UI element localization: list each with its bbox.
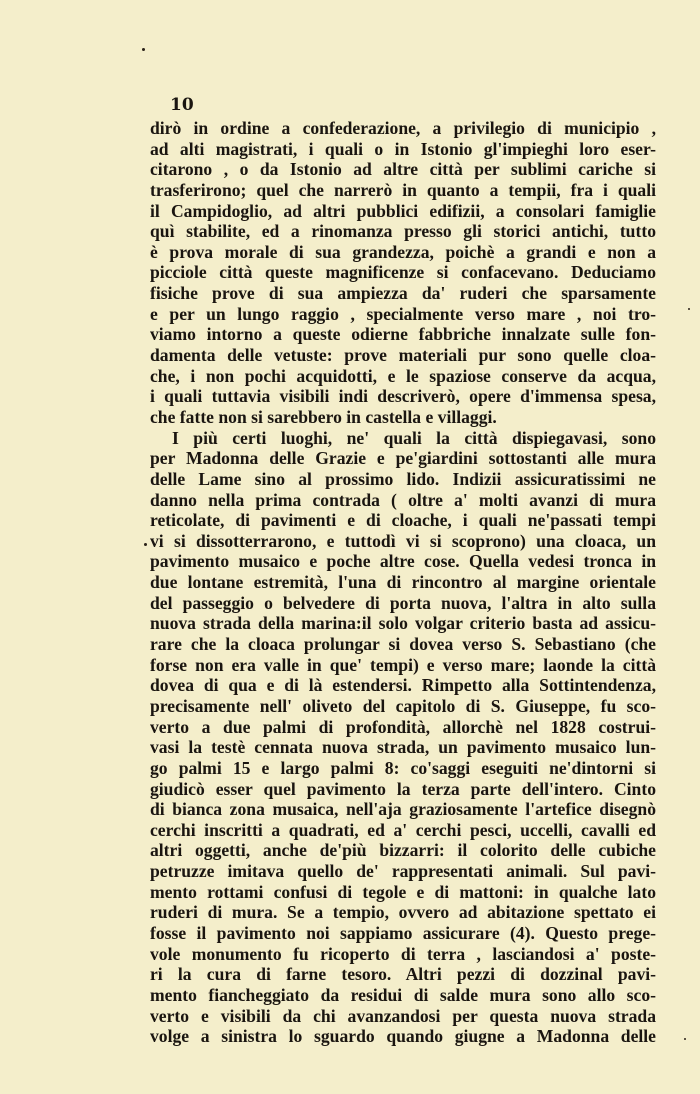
ink-speck bbox=[144, 543, 147, 546]
text-line: ri la cura di farne tesoro. Altri pezzi di dozzinal pavi- bbox=[150, 964, 656, 985]
text-line: mento fiancheggiato da residui di salde mura sono allo sco- bbox=[150, 984, 656, 1005]
text-line: cerchi inscritti a quadrati, ed a' cerchi pesci, uccelli, cavalli ed bbox=[150, 819, 656, 840]
text-line: per Madonna delle Grazie e pe'giardini sottostanti alle mura bbox=[150, 448, 656, 469]
text-line: forse non era valle in que' tempi) e verso mare; laonde la città bbox=[150, 654, 656, 675]
text-line: del passeggio o belvedere di porta nuova, l'altra in alto sulla bbox=[150, 592, 656, 613]
text-line: vasi la testè cennata nuova strada, un pavimento musaico lun- bbox=[150, 737, 656, 758]
text-line: nuova strada della marina:il solo volgar criterio basta ad assicu- bbox=[150, 613, 656, 634]
text-line: i quali tuttavia visibili indi descriverò, opere d'immensa spesa, bbox=[150, 386, 656, 407]
text-line: viamo intorno a queste odierne fabbriche innalzate sulle fon- bbox=[150, 324, 656, 345]
text-line: e per un lungo raggio , specialmente verso mare , noi tro- bbox=[150, 303, 656, 324]
text-line: pavimento musaico e poche altre cose. Quella vedesi tronca in bbox=[150, 551, 656, 572]
text-line: damenta delle vetuste: prove materiali pur sono quelle cloa- bbox=[150, 345, 656, 366]
text-line: giudicò esser quel pavimento la terza parte dell'intero. Cinto bbox=[150, 778, 656, 799]
text-line: ad alti magistrati, i quali o in Istonio gl'impieghi loro eser- bbox=[150, 138, 656, 159]
text-line: rare che la cloaca prolungar si dovea verso S. Sebastiano (che bbox=[150, 634, 656, 655]
text-line: reticolate, di pavimenti e di cloache, i quali ne'passati tempi bbox=[150, 510, 656, 531]
text-line: volge a sinistra lo sguardo quando giugne a Madonna delle bbox=[150, 1026, 656, 1047]
text-line: dovea di qua e di là estendersi. Rimpetto alla Sottintendenza, bbox=[150, 675, 656, 696]
text-line: di bianca zona musaica, nell'aja graziosamente l'artefice disegnò bbox=[150, 799, 656, 820]
text-line: danno nella prima contrada ( oltre a' molti avanzi di mura bbox=[150, 489, 656, 510]
text-line: fosse il pavimento noi sappiamo assicurare (4). Questo prege- bbox=[150, 922, 656, 943]
text-line: dirò in ordine a confederazione, a privilegio di municipio , bbox=[150, 118, 656, 138]
text-line: vole monumento fu ricoperto di terra , lasciandosi a' poste- bbox=[150, 943, 656, 964]
text-line: è prova morale di sua grandezza, poichè a grandi e non a bbox=[150, 241, 656, 262]
ink-speck bbox=[684, 1038, 686, 1040]
paragraph-end-line: che fatte non si sarebbero in castella e villaggi. bbox=[150, 406, 497, 427]
text-line: altri oggetti, anche de'più bizzarri: il colorito delle cubiche bbox=[150, 840, 656, 861]
text-line: ruderi di mura. Se a tempio, ovvero ad abitazione spettato ei bbox=[150, 902, 656, 923]
text-line: fisiche prove di sua ampiezza da' ruderi che sparsamente bbox=[150, 283, 656, 304]
text-line: citarono , o da Istonio ad altre città per sublimi cariche si bbox=[150, 159, 656, 180]
page-number: 10 bbox=[170, 95, 194, 115]
body-text bbox=[150, 118, 656, 1047]
text-line: delle Lame sino al prossimo lido. Indizii assicuratissimi ne bbox=[150, 468, 656, 489]
text-line: petruzze imitava quello de' rappresentati animali. Sul pavi- bbox=[150, 861, 656, 882]
text-line: verto a due palmi di profondità, allorchè nel 1828 costrui- bbox=[150, 716, 656, 737]
text-line: go palmi 15 e largo palmi 8: co'saggi eseguiti ne'dintorni si bbox=[150, 757, 656, 778]
ink-speck bbox=[688, 308, 690, 310]
text-line: precisamente nell' oliveto del capitolo di S. Giuseppe, fu sco- bbox=[150, 695, 656, 716]
text-line: due lontane estremità, l'una di rincontro al margine orientale bbox=[150, 572, 656, 593]
ink-speck bbox=[142, 48, 145, 51]
text-line: verto e visibili da chi avanzandosi per questa nuova strada bbox=[150, 1005, 656, 1026]
text-line: il Campidoglio, ad altri pubblici edifizii, a consolari famiglie bbox=[150, 200, 656, 221]
text-line: trasferirono; quel che narrerò in quanto a tempii, fra i quali bbox=[150, 179, 656, 200]
text-line: che, i non pochi acquidotti, e le spaziose conserve da acqua, bbox=[150, 365, 656, 386]
text-line: picciole città queste magnificenze si confacevano. Deduciamo bbox=[150, 262, 656, 283]
paragraph-first-line: I più certi luoghi, ne' quali la città dispiegavasi, sono bbox=[172, 427, 656, 448]
text-line: vi si dissotterrarono, e tuttodì vi si scoprono) una cloaca, un bbox=[150, 530, 656, 551]
text-line: quì stabilite, ed a rinomanza presso gli storici antichi, tutto bbox=[150, 221, 656, 242]
text-line: mento rottami confusi di tegole e di mattoni: in qualche lato bbox=[150, 881, 656, 902]
